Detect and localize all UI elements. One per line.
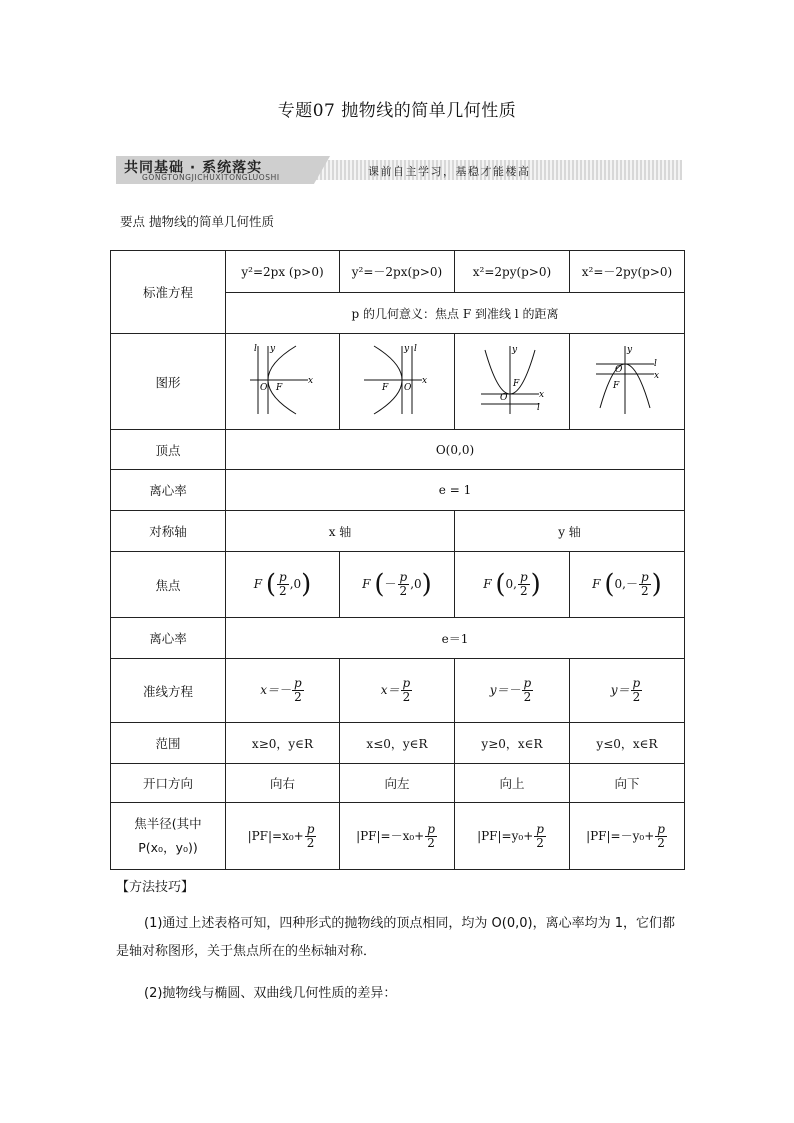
label-F: F	[275, 383, 282, 393]
label-y: y	[269, 344, 275, 354]
row-label-focal: 焦半径(其中 P(x₀，y₀))	[111, 803, 226, 870]
row-label-focus: 焦点	[111, 552, 226, 618]
label-l: l	[253, 344, 257, 354]
directrix-cell-4: y＝ $\frac{p}{2}$	[570, 659, 685, 723]
table-row	[111, 251, 685, 293]
key-point-heading: 要点 抛物线的简单几何性质	[120, 214, 274, 229]
cell: x²=－2py(p>0)	[570, 251, 685, 293]
row-label-opening: 开口方向	[111, 764, 226, 803]
row-label-ecc: 离心率	[111, 470, 226, 511]
label-F: F	[613, 381, 620, 391]
graph-cell	[340, 334, 455, 430]
graph-cell	[455, 334, 570, 430]
label-O: O	[615, 365, 623, 375]
banner-subtitle: 课前自主学习，基稳才能楼高	[368, 165, 531, 178]
table-row	[111, 723, 685, 764]
label-O: O	[259, 383, 267, 393]
row-label-std: 标准方程	[111, 251, 226, 334]
label-F: F	[382, 383, 389, 393]
label-x: x	[307, 376, 313, 386]
page-title: 专题07 抛物线的简单几何性质	[277, 101, 517, 121]
cell: y≥0，x∈R	[455, 723, 570, 764]
row-label-vertex: 顶点	[111, 430, 226, 470]
parabola-up-graph	[477, 342, 547, 418]
label-F: F	[513, 379, 520, 389]
focal-cell-4: |PF|=－y₀+ $\frac{p}{2}$	[570, 803, 685, 870]
vertex-value: O(0,0)	[226, 430, 685, 470]
table-row	[111, 430, 685, 470]
table-row	[111, 618, 685, 659]
paragraph-1: (1)通过上述表格可知，四种形式的抛物线的顶点相同，均为 O(0,0)，离心率均为 1，它们都是轴对称图形，关于焦点所在的坐标轴对称．	[116, 916, 676, 959]
table-row	[111, 470, 685, 511]
row-label-axis: 对称轴	[111, 511, 226, 552]
focus-cell-3: F (0, $\frac{p}{2}$ )	[455, 552, 570, 618]
parabola-left-graph	[362, 342, 432, 418]
table-row	[111, 803, 685, 870]
directrix-cell-3: y＝－ $\frac{p}{2}$	[455, 659, 570, 723]
label-O: O	[500, 393, 508, 403]
row-label-graph: 图形	[111, 334, 226, 430]
ecc-value: e = 1	[226, 470, 685, 511]
table-row	[111, 511, 685, 552]
focal-cell-2: |PF|=－x₀+ $\frac{p}{2}$	[340, 803, 455, 870]
table-row	[111, 764, 685, 803]
focus-cell-1: F ( $\frac{p}{2}$ ,0)	[226, 552, 340, 618]
label-y: y	[512, 345, 518, 355]
table-row	[111, 552, 685, 618]
label-O: O	[404, 383, 412, 393]
section-banner	[116, 156, 682, 184]
axis-x: x 轴	[226, 511, 455, 552]
axis-y: y 轴	[455, 511, 685, 552]
properties-table	[110, 250, 685, 870]
method-tips-heading: 【方法技巧】	[116, 880, 195, 895]
cell: x≤0，y∈R	[340, 723, 455, 764]
directrix-cell-1: x＝－ $\frac{p}{2}$	[226, 659, 340, 723]
label-x: x	[422, 376, 428, 386]
cell: 向左	[340, 764, 455, 803]
label-y: y	[627, 345, 633, 355]
focal-cell-1: |PF|=x₀+ $\frac{p}{2}$	[226, 803, 340, 870]
paragraph-2: (2)抛物线与椭圆、双曲线几何性质的差异：	[144, 986, 397, 1001]
table-row	[111, 334, 685, 430]
focal-cell-3: |PF|=y₀+ $\frac{p}{2}$	[455, 803, 570, 870]
banner-strip	[296, 160, 682, 180]
cell: x²=2py(p>0)	[455, 251, 570, 293]
focus-cell-4: F (0,－ $\frac{p}{2}$ )	[570, 552, 685, 618]
cell: y≤0，x∈R	[570, 723, 685, 764]
graph-cell	[226, 334, 340, 430]
cell: 向右	[226, 764, 340, 803]
table-row	[111, 659, 685, 723]
label-l: l	[654, 359, 657, 369]
label-x: x	[539, 390, 545, 400]
graph-cell	[570, 334, 685, 430]
ecc2-value: e＝1	[226, 618, 685, 659]
row-label-range: 范围	[111, 723, 226, 764]
cell: x≥0，y∈R	[226, 723, 340, 764]
label-l: l	[414, 344, 417, 354]
parabola-down-graph	[592, 342, 662, 418]
focus-cell-2: F (－ $\frac{p}{2}$ ,0)	[340, 552, 455, 618]
row-label-directrix: 准线方程	[111, 659, 226, 723]
cell: y²=2px (p>0)	[226, 251, 340, 293]
label-l: l	[537, 403, 540, 413]
banner-label	[116, 156, 306, 184]
parabola-right-graph	[248, 342, 318, 418]
directrix-cell-2: x＝ $\frac{p}{2}$	[340, 659, 455, 723]
label-y: y	[404, 344, 410, 354]
row-label-ecc2: 离心率	[111, 618, 226, 659]
cell: 向下	[570, 764, 685, 803]
cell: 向上	[455, 764, 570, 803]
p-meaning: p 的几何意义：焦点 F 到准线 l 的距离	[226, 293, 685, 334]
cell: y²=－2px(p>0)	[340, 251, 455, 293]
banner-main-text: 共同基础 · 系统落实	[124, 160, 263, 176]
banner-pinyin: GONGTONGJICHUXITONGLUOSHI	[142, 173, 280, 182]
label-x: x	[654, 371, 660, 381]
